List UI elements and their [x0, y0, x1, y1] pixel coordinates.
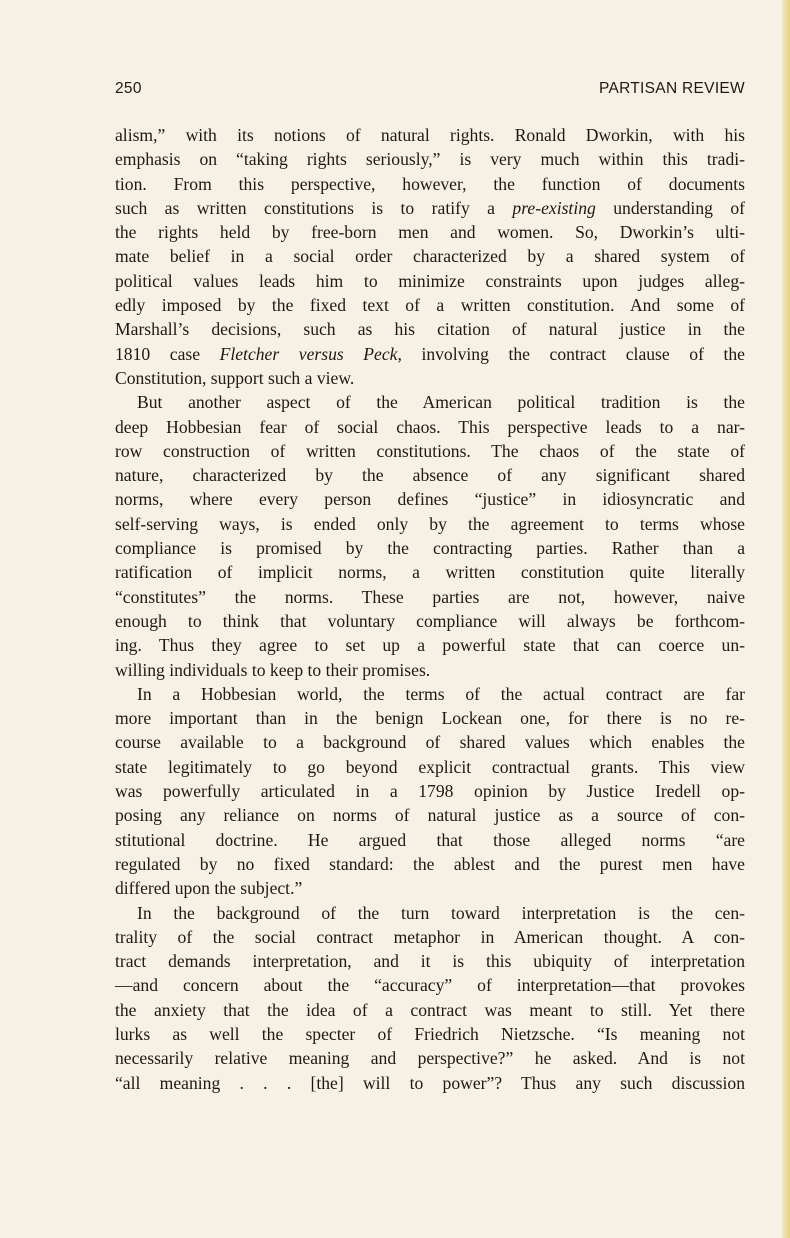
italic-phrase: pre-existing	[512, 197, 596, 218]
text-line	[115, 463, 745, 487]
line-text: necessarily relative meaning and perspective?” he asked. And is not	[115, 1048, 745, 1069]
line-text: deep Hobbesian fear of social chaos. This perspective leads to a nar-	[115, 416, 745, 437]
line-text: ratification of implicit norms, a written constitution quite literally	[115, 562, 745, 583]
italic-phrase: Fletcher versus Peck,	[219, 343, 402, 364]
text-line	[115, 803, 745, 827]
text-line	[115, 755, 745, 779]
line-text: “constitutes” the norms. These parties are not, however, naive	[115, 586, 745, 607]
text-line	[115, 415, 745, 439]
text-line	[115, 633, 745, 657]
text-line	[115, 1046, 745, 1070]
text-line	[115, 244, 745, 268]
line-text: ing. Thus they agree to set up a powerful state that can coerce un-	[115, 635, 745, 656]
line-text: norms, where every person defines “justice” in idiosyncratic and	[115, 489, 745, 510]
line-text-continued: understanding of	[595, 197, 745, 218]
text-line	[115, 658, 745, 682]
line-text: Constitution, support such a view.	[115, 367, 355, 388]
line-text: emphasis on “taking rights seriously,” is very much within this tradi-	[115, 149, 745, 170]
text-line	[115, 682, 745, 706]
text-line	[115, 366, 745, 390]
line-text: compliance is promised by the contracting parties. Rather than a	[115, 538, 745, 559]
running-head	[115, 80, 745, 102]
text-line	[115, 317, 745, 341]
line-text: stitutional doctrine. He argued that those alleged norms “are	[115, 829, 745, 850]
text-line	[115, 123, 745, 147]
text-line	[115, 196, 745, 220]
text-line	[115, 901, 745, 925]
line-text: trality of the social contract metaphor in American thought. A con-	[115, 926, 745, 947]
text-line	[115, 512, 745, 536]
line-text: mate belief in a social order characterized by a shared system of	[115, 246, 745, 267]
text-line	[115, 560, 745, 584]
text-line	[115, 730, 745, 754]
text-line	[115, 439, 745, 463]
line-text: enough to think that voluntary compliance will always be forthcom-	[115, 610, 745, 631]
journal-title: PARTISAN REVIEW	[598, 80, 745, 97]
line-text: alism,” with its notions of natural rights. Ronald Dworkin, with his	[115, 125, 745, 145]
line-text: —and concern about the “accuracy” of interpretation—that provokes	[115, 975, 745, 996]
text-line	[115, 779, 745, 803]
line-text: posing any reliance on norms of natural justice as a source of con-	[115, 805, 745, 826]
text-line	[115, 973, 745, 997]
line-text: tract demands interpretation, and it is this ubiquity of interpretation	[115, 951, 745, 972]
line-text: was powerfully articulated in a 1798 opinion by Justice Iredell op-	[115, 781, 745, 802]
text-line	[115, 536, 745, 560]
text-line	[115, 342, 745, 366]
line-text: edly imposed by the fixed text of a written constitution. And some of	[115, 295, 745, 316]
text-line	[115, 1071, 745, 1095]
text-line	[115, 390, 745, 414]
text-line	[115, 998, 745, 1022]
line-text: tion. From this perspective, however, the function of documents	[115, 173, 745, 194]
page-edge	[782, 0, 790, 1238]
line-text: willing individuals to keep to their promises.	[115, 659, 431, 680]
line-text: “all meaning . . . [the] will to power”? Thus any such discussion	[115, 1072, 745, 1093]
line-text: political values leads him to minimize constraints upon judges alleg-	[115, 270, 745, 291]
text-line	[115, 706, 745, 730]
line-text: more important than in the benign Lockean one, for there is no re-	[115, 708, 745, 729]
text-line	[115, 220, 745, 244]
body-text	[115, 123, 745, 1095]
text-line	[115, 147, 745, 171]
line-text: nature, characterized by the absence of any significant shared	[115, 465, 745, 486]
text-line	[115, 609, 745, 633]
line-text: the anxiety that the idea of a contract was meant to still. Yet there	[115, 999, 745, 1020]
line-text: state legitimately to go beyond explicit contractual grants. This view	[115, 756, 745, 777]
text-line	[115, 949, 745, 973]
page-number: 250	[115, 80, 142, 97]
line-text: In the background of the turn toward interpretation is the cen-	[137, 902, 745, 923]
line-text: In a Hobbesian world, the terms of the actual contract are far	[137, 683, 745, 704]
text-line	[115, 828, 745, 852]
line-text: differed upon the subject.”	[115, 878, 303, 899]
line-text: self-serving ways, is ended only by the agreement to terms whose	[115, 513, 745, 534]
text-line	[115, 585, 745, 609]
line-text: But another aspect of the American political tradition is the	[137, 392, 745, 413]
text-line	[115, 852, 745, 876]
line-text-continued: involving the contract clause of the	[401, 343, 745, 364]
text-line	[115, 293, 745, 317]
text-line	[115, 269, 745, 293]
text-line	[115, 925, 745, 949]
text-line	[115, 876, 745, 900]
text-line	[115, 1022, 745, 1046]
text-line	[115, 487, 745, 511]
line-text: regulated by no fixed standard: the ablest and the purest men have	[115, 853, 745, 874]
line-text: such as written constitutions is to ratify a	[115, 197, 513, 218]
line-text: course available to a background of shared values which enables the	[115, 732, 745, 753]
line-text: 1810 case	[115, 343, 220, 364]
line-text: lurks as well the specter of Friedrich Nietzsche. “Is meaning not	[115, 1023, 745, 1044]
line-text: row construction of written constitutions. The chaos of the state of	[115, 440, 745, 461]
line-text: Marshall’s decisions, such as his citation of natural justice in the	[115, 319, 745, 340]
line-text: the rights held by free-born men and women. So, Dworkin’s ulti-	[115, 222, 745, 243]
text-line	[115, 172, 745, 196]
